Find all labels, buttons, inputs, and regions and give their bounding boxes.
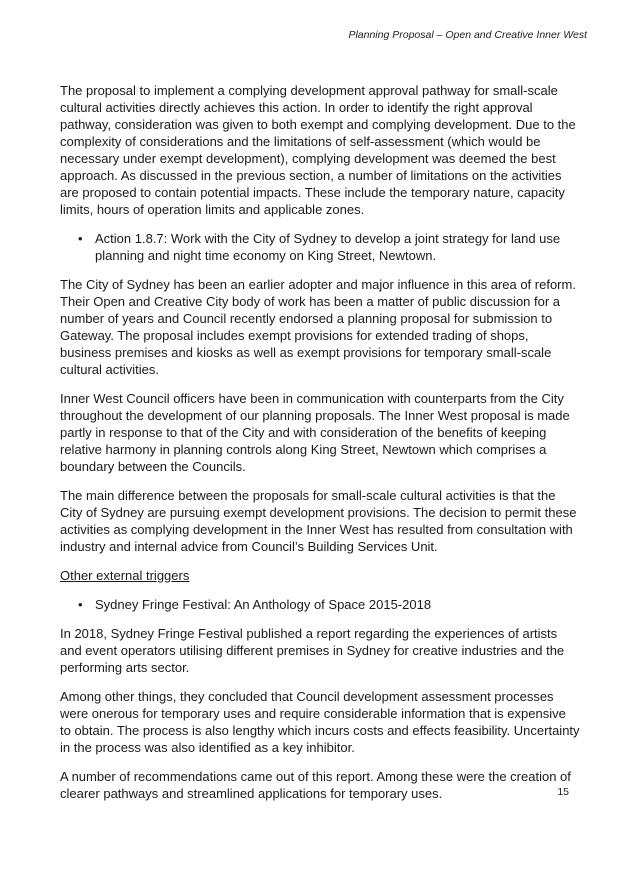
document-body [60,82,580,814]
bullet-item: • Sydney Fringe Festival: An Anthology of Space 2015-2018 [95,596,580,613]
section-subheading: Other external triggers [60,568,190,583]
page-header: Planning Proposal – Open and Creative Inner West [348,29,587,41]
paragraph: Inner West Council officers have been in communication with counterparts from the City throughout the development of our planning proposals. The Inner West proposal is made partly in response to that of the City and with consideration of the benefits of keeping relative harmony in planning controls along King Street, Newtown which comprises a boundary between the Councils. [60,391,570,474]
paragraph: The proposal to implement a complying development approval pathway for small-scale cultural activities directly achieves this action. In order to identify the right approval pathway, consideration was given to both exempt and complying development. Due to the complexity of considerations and the limitations of self-assessment (which would be necessary under exempt development), complying development was deemed the best approach. As discussed in the previous section, a number of limitations on the activities are proposed to contain potential impacts. These include the temporary nature, capacity limits, hours of operation limits and applicable zones. [60,83,576,217]
page-number: 15 [557,786,569,798]
bullet-list [60,230,580,264]
paragraph: The City of Sydney has been an earlier adopter and major influence in this area of reform. Their Open and Creative City body of work has been a matter of public discussion for a number of years and Council recently endorsed a planning proposal for submission to Gateway. The proposal includes exempt provisions for extended trading of shops, business premises and kiosks as well as exempt provisions for temporary small-scale cultural activities. [60,277,576,377]
paragraph: In 2018, Sydney Fringe Festival published a report regarding the experiences of artists and event operators utilising different premises in Sydney for creative industries and the performing arts sector. [60,626,565,675]
bullet-item: • Action 1.8.7: Work with the City of Sydney to develop a joint strategy for land use planning and night time economy on King Street, Newtown. [95,230,580,264]
bullet-list [60,596,580,613]
paragraph: A number of recommendations came out of this report. Among these were the creation of clearer pathways and streamlined applications for temporary uses. [60,769,571,801]
paragraph: The main difference between the proposals for small-scale cultural activities is that the City of Sydney are pursuing exempt development provisions. The decision to permit these activities as complying development in the Inner West has resulted from consultation with industry and internal advice from Council’s Building Services Unit. [60,488,577,554]
paragraph: Among other things, they concluded that Council development assessment processes were onerous for temporary uses and require considerable information that is expensive to obtain. The process is also lengthy which incurs costs and effects feasibility. Uncertainty in the process was also identified as a key inhibitor. [60,689,580,755]
